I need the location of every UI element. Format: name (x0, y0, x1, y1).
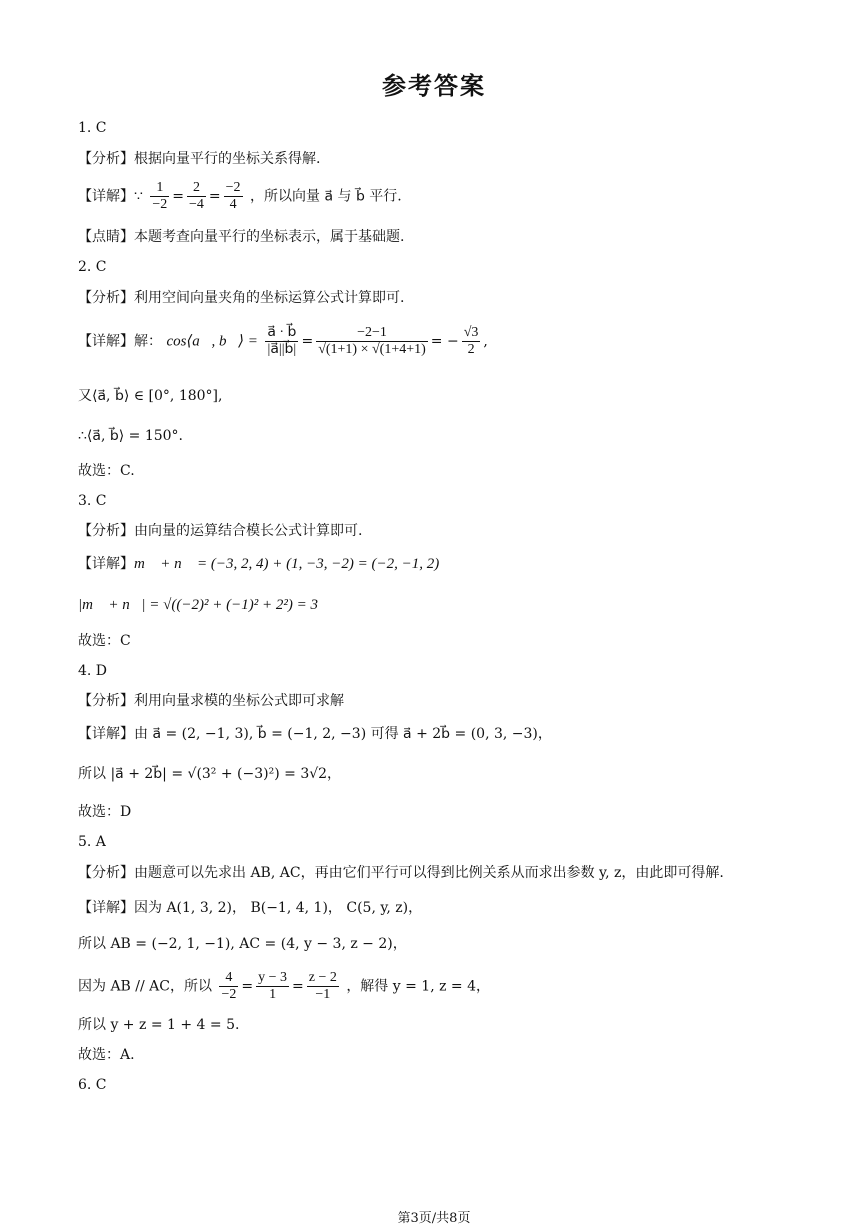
q1-detail: 【详解】∵ $\frac{1}{-2}$ = $\frac{2}{-4}$ = $\frac{-2}{4}$ ，所以向量 a⃗ 与 b⃗ 平行. (78, 180, 402, 212)
q5-sum: 所以 y + z = 1 + 4 = 5. (78, 1017, 240, 1033)
q4-choice: 故选：D (78, 804, 132, 820)
q5-analysis: 【分析】由题意可以先求出 AB, AC，再由它们平行可以得到比例关系从而求出参数 y, z，由此即可得解. (78, 865, 724, 881)
q2-choice: 故选：C. (78, 463, 135, 479)
q2-fraction-result: $\frac{√3}{2}$ (463, 325, 479, 357)
q4-modulus: 所以 |a⃗ + 2b⃗| = √(3² + (−3)²) = 3√2， (78, 766, 342, 782)
q2-detail: 【详解】解： cos⟨a⃗, b⃗⟩ = $\frac{a⃗ \cdot b⃗}{|a⃗||b⃗|}$ = $\frac{-2-1}{√(1+1) \times √(1+4+1)}$ = − $\frac{√3}{2}$ , (78, 325, 488, 357)
q5-proportion: 因为 AB // AC，所以 $\frac{4}{-2}$ = $\frac{y - 3}{1}$ = $\frac{z - 2}{-1}$ ，解得 y = 1, z = 4， (78, 970, 491, 1002)
q1-fraction-2: $\frac{2}{-4}$ (189, 180, 204, 212)
q1-comment: 【点睛】本题考查向量平行的坐标表示，属于基础题. (78, 229, 405, 245)
q4-answer: 4. D (78, 663, 108, 679)
q3-choice: 故选：C (78, 633, 131, 649)
q5-fraction-2: $\frac{y - 3}{1}$ (258, 970, 288, 1002)
q5-fraction-3: $\frac{z - 2}{-1}$ (308, 970, 337, 1002)
page-footer: 第3页/共8页 (397, 1211, 471, 1226)
q1-answer: 1. C (78, 120, 107, 136)
q3-analysis: 【分析】由向量的运算结合模长公式计算即可. (78, 523, 363, 539)
q1-analysis: 【分析】根据向量平行的坐标关系得解. (78, 151, 321, 167)
q5-detail: 【详解】因为 A(1, 3, 2)， B(−1, 4, 1)， C(5, y, z)， (78, 900, 423, 916)
q2-answer: 2. C (78, 259, 107, 275)
q3-detail: 【详解】m⃗ + n⃗ = (−3, 2, 4) + (1, −3, −2) = (−2, −1, 2) (78, 556, 440, 572)
q2-fraction-values: $\frac{-2-1}{√(1+1) \times √(1+4+1)}$ (318, 325, 426, 357)
page-title: 参考答案 (382, 72, 486, 100)
q1-fraction-1: $\frac{1}{-2}$ (152, 180, 168, 212)
q2-fraction-dot: $\frac{a⃗ \cdot b⃗}{|a⃗||b⃗|}$ (267, 325, 297, 357)
q3-answer: 3. C (78, 493, 107, 509)
q2-conclusion: ∴⟨a⃗, b⃗⟩ = 150°. (78, 428, 183, 444)
q2-range: 又⟨a⃗, b⃗⟩ ∈ [0°, 180°], (78, 388, 223, 404)
q5-fraction-1: $\frac{4}{-2}$ (221, 970, 237, 1002)
q5-answer: 5. A (78, 834, 106, 850)
q5-choice: 故选：A. (78, 1047, 135, 1063)
q3-modulus: |m⃗ + n⃗| = √((−2)² + (−1)² + 2²) = 3 (78, 597, 318, 613)
q5-vectors: 所以 AB = (−2, 1, −1), AC = (4, y − 3, z − 2)， (78, 936, 407, 952)
q4-analysis: 【分析】利用向量求模的坐标公式即可求解 (78, 693, 344, 709)
q2-analysis: 【分析】利用空间向量夹角的坐标运算公式计算即可. (78, 290, 405, 306)
q6-answer: 6. C (78, 1077, 107, 1093)
q1-fraction-3: $\frac{-2}{4}$ (225, 180, 241, 212)
q4-detail: 【详解】由 a⃗ = (2, −1, 3), b⃗ = (−1, 2, −3) 可得 a⃗ + 2b⃗ = (0, 3, −3)， (78, 726, 552, 742)
